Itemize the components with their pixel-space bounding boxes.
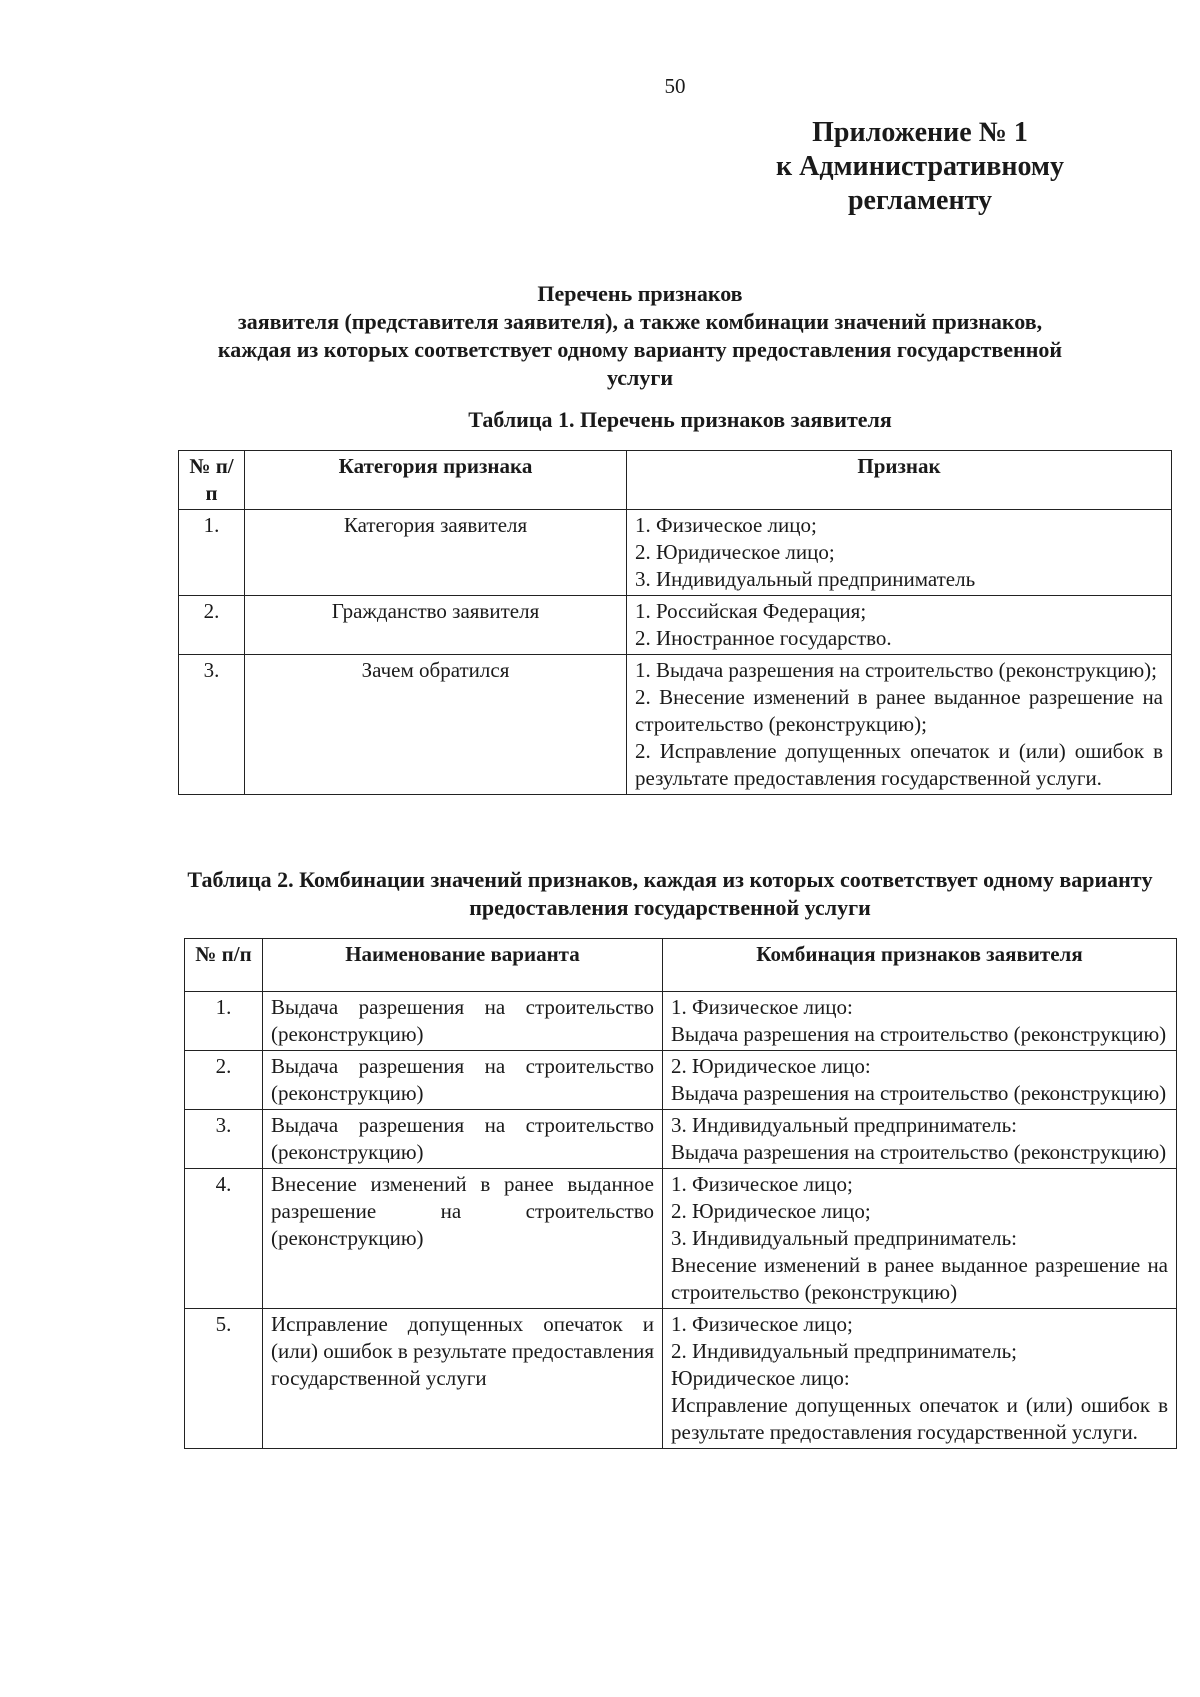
sign-item: 3. Индивидуальный предприниматель <box>635 567 976 591</box>
row-num: 2. <box>185 1051 263 1110</box>
row-category: Гражданство заявителя <box>245 596 627 655</box>
row-num: 2. <box>179 596 245 655</box>
combination-item: Выдача разрешения на строительство (реконструкцию) <box>671 1081 1167 1105</box>
row-variant: Выдача разрешения на строительство (реконструкцию) <box>263 1051 663 1110</box>
table-row <box>185 1051 1177 1110</box>
row-num: 5. <box>185 1309 263 1449</box>
table-header-row <box>179 451 1172 510</box>
sign-combinations-table <box>184 938 1177 1449</box>
combination-item: Выдача разрешения на строительство (реконструкцию) <box>671 1022 1167 1046</box>
list-title-line-2: заявителя (представителя заявителя), а также комбинации значений признаков, <box>237 309 1043 334</box>
combination-item: Выдача разрешения на строительство (реконструкцию) <box>671 1140 1167 1164</box>
table-row <box>179 596 1172 655</box>
table-row <box>185 1169 1177 1309</box>
row-variant: Выдача разрешения на строительство (реконструкцию) <box>263 1110 663 1169</box>
appendix-heading <box>720 116 1120 218</box>
combination-item: 2. Юридическое лицо; <box>671 1199 871 1223</box>
row-combination <box>663 1110 1177 1169</box>
applicant-signs-table <box>178 450 1172 795</box>
sign-item: 1. Российская Федерация; <box>635 599 867 623</box>
table1-caption: Таблица 1. Перечень признаков заявителя <box>468 407 892 432</box>
page-number: 50 <box>664 74 686 98</box>
header-variant: Наименование варианта <box>263 939 663 992</box>
row-num: 4. <box>185 1169 263 1309</box>
list-title-line-4: услуги <box>606 365 674 390</box>
combination-item: Юридическое лицо: <box>671 1366 850 1390</box>
table-header-row <box>185 939 1177 992</box>
row-variant: Выдача разрешения на строительство (реконструкцию) <box>263 992 663 1051</box>
row-num: 3. <box>179 655 245 795</box>
appendix-line-1: Приложение № 1 <box>812 117 1028 148</box>
combination-item: Внесение изменений в ранее выданное разрешение на строительство (реконструкцию) <box>671 1253 1168 1304</box>
combination-item: 3. Индивидуальный предприниматель: <box>671 1113 1018 1137</box>
row-sign <box>627 510 1172 596</box>
table-row <box>185 1110 1177 1169</box>
sign-item: 2. Внесение изменений в ранее выданное разрешение на строительство (реконструкцию); <box>635 685 1163 736</box>
sign-item: 2. Юридическое лицо; <box>635 540 835 564</box>
header-category: Категория признака <box>245 451 627 510</box>
table-row <box>185 1309 1177 1449</box>
row-sign <box>627 655 1172 795</box>
row-num: 3. <box>185 1110 263 1169</box>
row-num: 1. <box>179 510 245 596</box>
list-title-line-3: каждая из которых соответствует одному варианту предоставления государственной <box>217 337 1063 362</box>
table-row <box>179 510 1172 596</box>
row-combination <box>663 1051 1177 1110</box>
sign-item: 1. Выдача разрешения на строительство (реконструкцию); <box>635 658 1157 682</box>
header-num: № п/п <box>185 939 263 992</box>
header-num: № п/п <box>179 451 245 510</box>
table2-caption: Таблица 2. Комбинации значений признаков, каждая из которых соответствует одному вариантy предоставления государственной услуги <box>187 867 1153 920</box>
row-variant: Исправление допущенных опечаток и (или) ошибок в результате предоставления государственной услуги <box>263 1309 663 1449</box>
row-combination <box>663 992 1177 1051</box>
combination-item: 1. Физическое лицо: <box>671 995 853 1019</box>
table-row <box>179 655 1172 795</box>
row-category: Категория заявителя <box>245 510 627 596</box>
row-combination <box>663 1309 1177 1449</box>
combination-item: 2. Индивидуальный предприниматель; <box>671 1339 1018 1363</box>
row-variant: Внесение изменений в ранее выданное разрешение на строительство (реконструкцию) <box>263 1169 663 1309</box>
header-sign: Признак <box>627 451 1172 510</box>
combination-item: 2. Юридическое лицо: <box>671 1054 871 1078</box>
combination-item: 1. Физическое лицо; <box>671 1172 853 1196</box>
list-title-line-1: Перечень признаков <box>537 281 743 306</box>
table-row <box>185 992 1177 1051</box>
row-sign <box>627 596 1172 655</box>
list-title <box>140 280 1140 392</box>
sign-item: 2. Исправление допущенных опечаток и (или) ошибок в результате предоставления государственной услуги. <box>635 739 1163 790</box>
row-category: Зачем обратился <box>245 655 627 795</box>
row-combination <box>663 1169 1177 1309</box>
combination-item: Исправление допущенных опечаток и (или) ошибок в результате предоставления государственной услуги. <box>671 1393 1168 1444</box>
combination-item: 1. Физическое лицо; <box>671 1312 853 1336</box>
header-combination: Комбинация признаков заявителя <box>663 939 1177 992</box>
sign-item: 1. Физическое лицо; <box>635 513 817 537</box>
appendix-line-2: к Административному <box>775 151 1065 182</box>
row-num: 1. <box>185 992 263 1051</box>
appendix-line-3: регламенту <box>847 185 993 216</box>
sign-item: 2. Иностранное государство. <box>635 626 892 650</box>
combination-item: 3. Индивидуальный предприниматель: <box>671 1226 1018 1250</box>
